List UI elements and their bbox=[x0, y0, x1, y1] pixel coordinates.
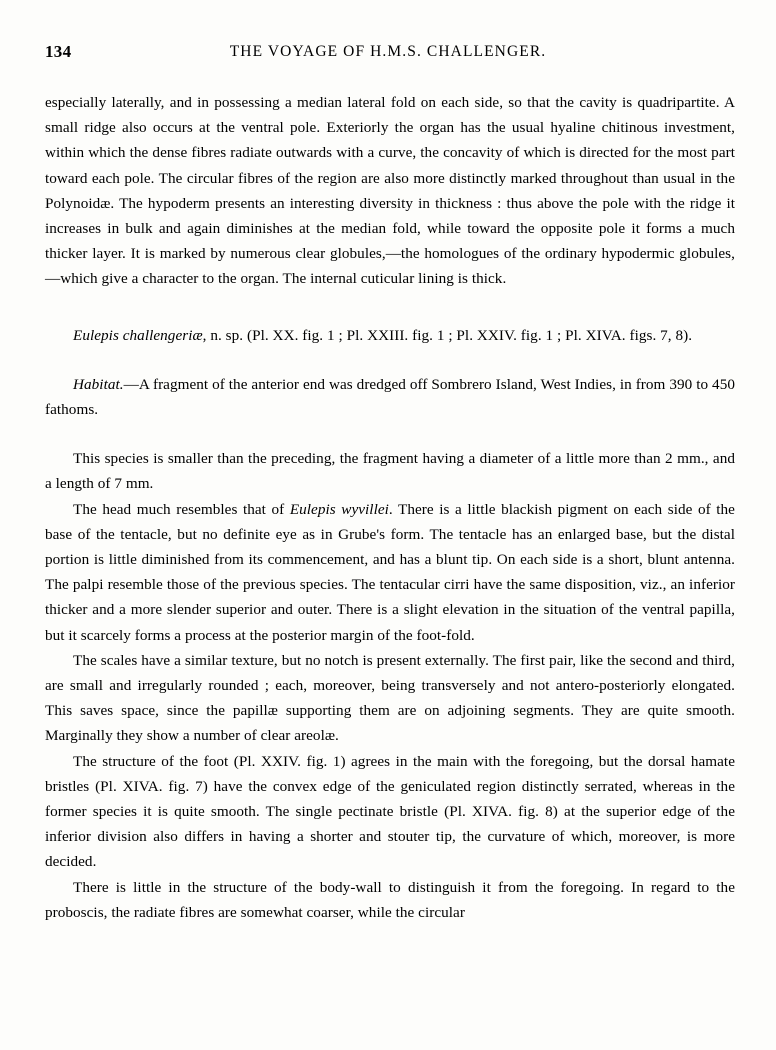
spacer bbox=[45, 292, 735, 323]
page-header bbox=[0, 42, 776, 64]
species-heading bbox=[45, 323, 735, 348]
paragraph-bodywall: There is little in the structure of the body-wall to distinguish it from the foregoing. In regard to the proboscis, the radiate fibres are somewhat coarser, while the circular bbox=[45, 878, 735, 921]
paragraph-opening: especially laterally, and in possessing a median lateral fold on each side, so that the cavity is quadripartite. A small ridge also occurs at the ventral pole. Exteriorly the organ has the usual hyaline chitinous investment, within which the dense fibres radiate outwards with a curve, the concavity of which is directed for the most part toward each pole. The circular fibres of the region are also more distinctly marked throughout than usual in the Polynoidæ. The hypoderm presents an interesting diversity in thickness : thus above the pole with the ridge it increases in bulk and again diminishes at the median fold, while toward the opposite pole it forms a much thicker layer. It is marked by numerous clear globules,—the homologues of the ordinary hypodermic globules,—which give a character to the organ. The internal cuticular lining is thick. bbox=[45, 94, 735, 288]
paragraph-head-part1: The head much resembles that of bbox=[73, 500, 290, 518]
habitat-text: —A fragment of the anterior end was dredged off Sombrero Island, West Indies, in from 390 to 450 fathoms. bbox=[45, 375, 735, 419]
species-name: Eulepis challengeriæ bbox=[73, 326, 203, 344]
species-heading-reference: , n. sp. (Pl. XX. fig. 1 ; Pl. XXIII. fig. 1 ; Pl. XXIV. fig. 1 ; Pl. XIVA. figs. 7, 8). bbox=[202, 326, 693, 344]
habitat-paragraph bbox=[45, 372, 735, 422]
paragraph-scales: The scales have a similar texture, but no notch is present externally. The first pair, like the second and third, are small and irregularly rounded ; each, moreover, being transversely and not antero-posteriorly elongated. This saves space, since the papillæ supporting them are on adjoining segments. They are quite smooth. Marginally they show a number of clear areolæ. bbox=[45, 651, 735, 745]
habitat-label: Habitat. bbox=[73, 375, 124, 393]
spacer bbox=[45, 348, 735, 372]
spacer bbox=[45, 422, 735, 446]
page-body bbox=[45, 90, 735, 925]
paragraph-foot: The structure of the foot (Pl. XXIV. fig. 1) agrees in the main with the foregoing, but the dorsal hamate bristles (Pl. XIVA. fig. 7) have the convex edge of the geniculated region distinctly serrated, whereas in the former species it is quite smooth. The single pectinate bristle (Pl. XIVA. fig. 8) at the superior edge of the inferior division also differs in having a shorter and stouter tip, the curvature of which, moreover, is more decided. bbox=[45, 752, 735, 871]
running-head: THE VOYAGE OF H.M.S. CHALLENGER. bbox=[229, 43, 547, 60]
page-number: 134 bbox=[45, 42, 72, 61]
paragraph-head bbox=[45, 497, 735, 648]
paragraph-size: This species is smaller than the preceding, the fragment having a diameter of a little more than 2 mm., and a length of 7 mm. bbox=[45, 450, 735, 493]
referenced-species: Eulepis wyvillei bbox=[289, 500, 389, 518]
paragraph-head-part2: . There is a little blackish pigment on each side of the base of the tentacle, but no definite eye as in Grube's form. The tentacle has an enlarged base, but the distal portion is little diminished from its commencement, and has a blunt tip. On each side is a short, blunt antenna. The palpi resemble those of the previous species. The tentacular cirri have the same disposition, viz., an inferior thicker and a more slender superior and outer. There is a slight elevation in the situation of the ventral papilla, but it scarcely forms a process at the posterior margin of the foot-fold. bbox=[45, 500, 735, 644]
